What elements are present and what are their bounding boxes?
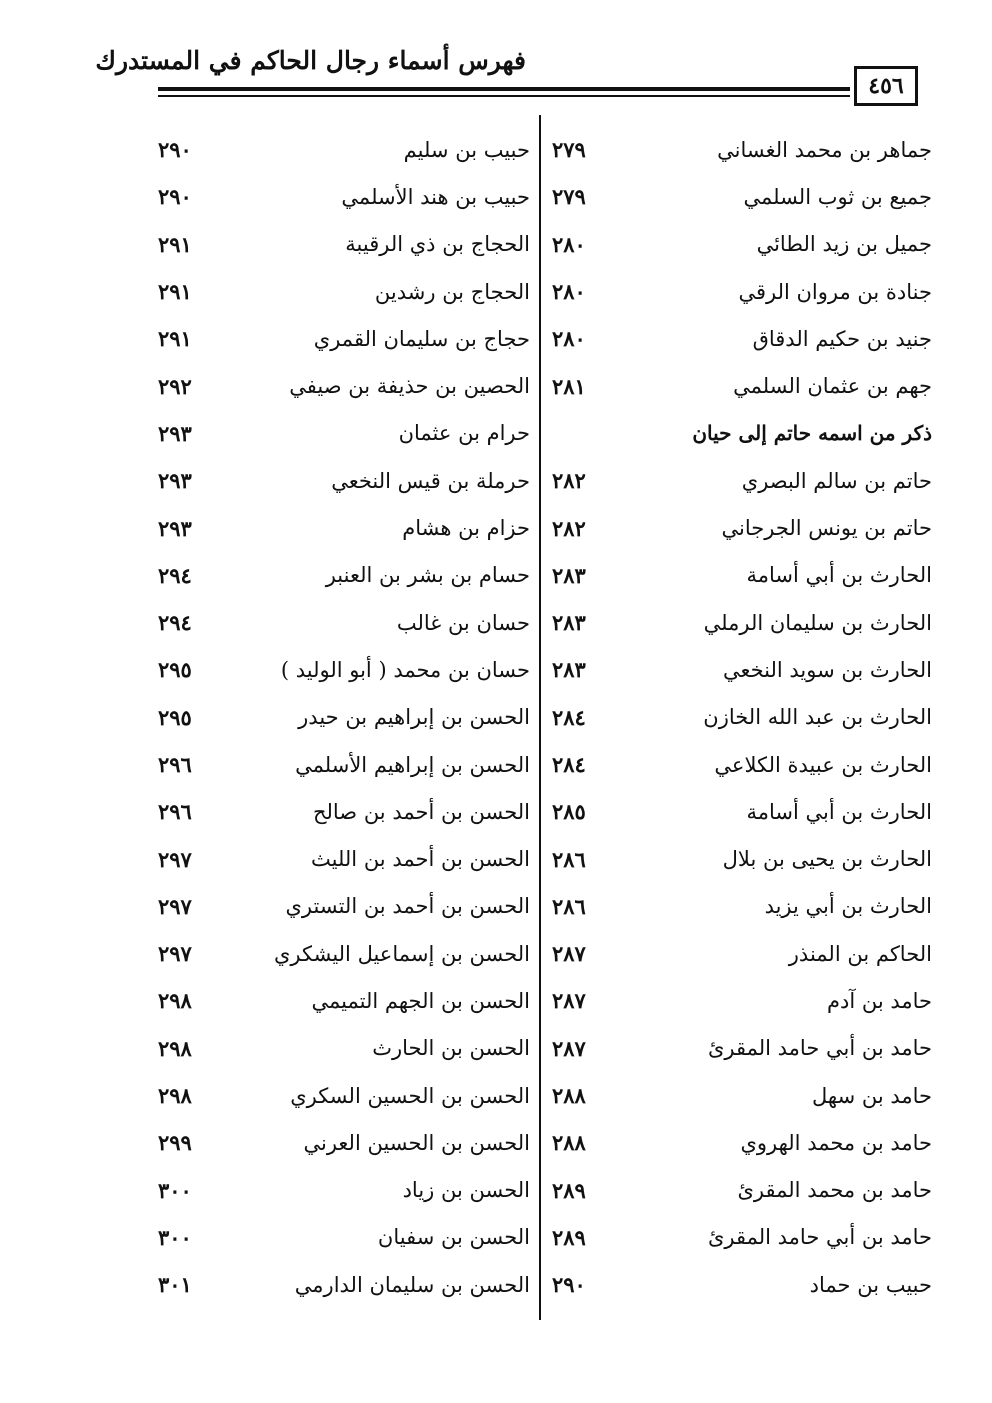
index-entry — [552, 930, 932, 977]
entry-name: حامد بن أبي حامد المقرئ — [707, 1225, 932, 1250]
index-entry — [158, 268, 530, 315]
index-entry — [552, 1072, 932, 1119]
entry-page: ٢٨٧ — [552, 1035, 586, 1061]
entry-name: الحسن بن أحمد بن صالح — [312, 799, 530, 824]
index-entry — [552, 552, 932, 599]
index-entry — [552, 835, 932, 882]
entry-page: ٢٨٦ — [552, 846, 586, 872]
entry-page: ٢٩٣ — [158, 420, 192, 446]
entry-name: حامد بن أبي حامد المقرئ — [707, 1036, 932, 1061]
index-entry — [552, 268, 932, 315]
entry-page: ٢٩٩ — [158, 1130, 192, 1156]
entry-page: ٢٨٧ — [552, 988, 586, 1014]
entry-page: ٢٩١ — [158, 279, 192, 305]
column-divider — [539, 115, 541, 1320]
index-entry — [158, 835, 530, 882]
entry-page: ٢٩٤ — [158, 610, 192, 636]
entry-name: الحاكم بن المنذر — [788, 941, 932, 966]
entry-name: حاتم بن سالم البصري — [741, 468, 932, 493]
entry-name: جماهر بن محمد الغساني — [717, 137, 932, 162]
index-entry — [158, 552, 530, 599]
entry-name: الحسن بن إسماعيل اليشكري — [273, 941, 530, 966]
entry-page: ٢٩١ — [158, 231, 192, 257]
entry-page: ٢٨٤ — [552, 704, 586, 730]
entry-name: الحارث بن أبي يزيد — [764, 894, 932, 919]
entry-name: حامد بن محمد الهروي — [740, 1130, 932, 1155]
index-entry — [158, 788, 530, 835]
entry-page: ٢٨٠ — [552, 279, 586, 305]
entry-name: الحارث بن أبي أسامة — [746, 799, 932, 824]
entry-page: ٢٧٩ — [552, 137, 586, 163]
index-entry — [158, 977, 530, 1024]
entry-name: الحارث بن يحيى بن بلال — [722, 847, 932, 872]
entry-name: الحسن بن الحسين العرني — [303, 1130, 530, 1155]
index-entry — [552, 646, 932, 693]
entry-name: حامد بن محمد المقرئ — [737, 1178, 932, 1203]
entry-page: ٢٨٨ — [552, 1083, 586, 1109]
entry-page: ٢٨٢ — [552, 515, 586, 541]
index-entry — [158, 1214, 530, 1261]
entry-page: ٢٨٩ — [552, 1224, 586, 1250]
entry-name: حبيب بن هند الأسلمي — [341, 184, 530, 209]
index-entry — [552, 977, 932, 1024]
index-entry — [158, 410, 530, 457]
index-entry — [158, 741, 530, 788]
entry-page: ٢٩٢ — [158, 373, 192, 399]
index-entry — [158, 126, 530, 173]
entry-page: ٢٩٠ — [158, 184, 192, 210]
index-entry — [552, 1261, 932, 1308]
entry-page: ٢٨٣ — [552, 562, 586, 588]
index-entry — [158, 221, 530, 268]
index-entry — [158, 1119, 530, 1166]
entry-name: الحارث بن عبد الله الخازن — [703, 705, 932, 730]
entry-page: ٣٠٠ — [158, 1177, 192, 1203]
index-entry — [158, 1261, 530, 1308]
entry-page: ٢٩٧ — [158, 846, 192, 872]
entry-name: الحارث بن أبي أسامة — [746, 563, 932, 588]
index-entry — [552, 173, 932, 220]
entry-page: ٢٩٣ — [158, 515, 192, 541]
index-entry — [158, 1072, 530, 1119]
index-entry — [158, 883, 530, 930]
entry-page: ٢٩٠ — [158, 137, 192, 163]
left-index-column — [158, 126, 530, 1308]
header-rule-thick — [158, 87, 850, 91]
index-entry — [158, 930, 530, 977]
entry-name: حامد بن سهل — [811, 1083, 932, 1108]
entry-page: ٢٨٠ — [552, 326, 586, 352]
entry-name: الحارث بن سليمان الرملي — [703, 610, 932, 635]
index-entry — [552, 504, 932, 551]
index-entry — [158, 694, 530, 741]
index-entry — [552, 694, 932, 741]
entry-page: ٢٩٦ — [158, 752, 192, 777]
index-entry — [552, 1167, 932, 1214]
index-entry — [552, 126, 932, 173]
entry-page: ٢٩٧ — [158, 893, 192, 919]
entry-page: ٢٩٧ — [158, 941, 192, 967]
entry-page: ٣٠٠ — [158, 1224, 192, 1250]
index-entry — [552, 788, 932, 835]
index-entry — [158, 362, 530, 409]
entry-name: حجاج بن سليمان القمري — [313, 326, 530, 351]
entry-page: ٢٨٢ — [552, 468, 586, 494]
index-entry — [552, 741, 932, 788]
entry-page: ٢٩٥ — [158, 704, 192, 730]
entry-name: الحسن بن سليمان الدارمي — [294, 1272, 530, 1297]
index-entry — [158, 457, 530, 504]
entry-name: الحسن بن إبراهيم الأسلمي — [295, 752, 530, 777]
entry-page: ٢٩٤ — [158, 562, 192, 588]
entry-page: ٢٩٣ — [158, 468, 192, 494]
entry-name: حرملة بن قيس النخعي — [331, 468, 530, 493]
entry-page: ٢٨٤ — [552, 752, 586, 777]
entry-page: ٢٨٠ — [552, 231, 586, 257]
index-entry — [552, 1119, 932, 1166]
entry-name: الحجاج بن رشدين — [374, 279, 530, 304]
page-title: فهرس أسماء رجال الحاكم في المستدرك — [95, 46, 526, 75]
entry-page: ٢٩٥ — [158, 657, 192, 683]
index-entry — [158, 173, 530, 220]
entry-page: ٢٩٠ — [552, 1272, 586, 1298]
entry-name: حزام بن هشام — [402, 516, 530, 541]
entry-page: ٢٨٨ — [552, 1130, 586, 1156]
entry-page: ٢٩٨ — [158, 1083, 192, 1109]
index-entry — [552, 362, 932, 409]
entry-name: حبيب بن حماد — [809, 1272, 932, 1297]
entry-page: ٢٨٧ — [552, 941, 586, 967]
entry-name: حامد بن آدم — [826, 988, 932, 1013]
index-entry — [158, 646, 530, 693]
index-entry — [158, 599, 530, 646]
entry-page: ٢٩٦ — [158, 799, 192, 825]
index-entry — [552, 599, 932, 646]
entry-name: الحسن بن أحمد بن الليث — [311, 847, 530, 872]
page-number-box: ٤٥٦ — [854, 66, 918, 106]
entry-name: حسام بن بشر بن العنبر — [325, 563, 530, 588]
entry-name: الحارث بن سويد النخعي — [722, 657, 932, 682]
entry-name: الحارث بن عبيدة الكلاعي — [714, 752, 932, 777]
entry-page: ٢٨٥ — [552, 799, 586, 825]
entry-name: حسان بن غالب — [396, 610, 530, 635]
entry-name: الحسن بن الحارث — [372, 1036, 530, 1061]
section-heading-text: ذكر من اسمه حاتم إلى حيان — [692, 421, 932, 446]
entry-name: جنيد بن حكيم الدقاق — [752, 326, 932, 351]
entry-name: حسان بن محمد ( أبو الوليد ) — [280, 657, 530, 682]
entry-name: حاتم بن يونس الجرجاني — [721, 516, 932, 541]
entry-page: ٢٨١ — [552, 373, 586, 399]
entry-page: ٣٠١ — [158, 1272, 192, 1298]
entry-name: حبيب بن سليم — [403, 137, 530, 162]
entry-page: ٢٩٨ — [158, 1035, 192, 1061]
index-entry — [552, 1214, 932, 1261]
entry-page: ٢٧٩ — [552, 184, 586, 210]
entry-page: ٢٨٣ — [552, 657, 586, 683]
entry-name: جنادة بن مروان الرقي — [738, 279, 932, 304]
entry-page: ٢٩١ — [158, 326, 192, 352]
index-entry — [158, 504, 530, 551]
entry-page: ٢٨٣ — [552, 610, 586, 636]
entry-name: الحسن بن إبراهيم بن حيدر — [298, 705, 530, 730]
entry-page: ٢٩٨ — [158, 988, 192, 1014]
entry-page: ٢٨٩ — [552, 1177, 586, 1203]
entry-name: جهم بن عثمان السلمي — [733, 374, 932, 399]
index-entry — [552, 883, 932, 930]
right-index-column — [552, 126, 932, 1308]
entry-name: الحسن بن سفيان — [377, 1225, 530, 1250]
index-entry — [552, 457, 932, 504]
entry-name: الحسن بن أحمد بن التستري — [285, 894, 530, 919]
entry-name: الحجاج بن ذي الرقيبة — [345, 232, 530, 257]
entry-name: الحسن بن الجهم التميمي — [311, 988, 530, 1013]
entry-name: الحسن بن الحسين السكري — [290, 1083, 530, 1108]
page-header — [95, 38, 926, 108]
index-entry — [552, 315, 932, 362]
entry-page: ٢٨٦ — [552, 893, 586, 919]
entry-name: جميل بن زيد الطائي — [756, 232, 932, 257]
index-entry — [158, 315, 530, 362]
header-rule-thin — [158, 95, 850, 97]
index-entry — [158, 1167, 530, 1214]
index-entry — [158, 1025, 530, 1072]
section-heading — [552, 410, 932, 457]
index-entry — [552, 221, 932, 268]
entry-name: حرام بن عثمان — [398, 421, 530, 446]
entry-name: جميع بن ثوب السلمي — [743, 184, 932, 209]
entry-name: الحسن بن زياد — [402, 1178, 530, 1203]
entry-name: الحصين بن حذيفة بن صيفي — [289, 374, 530, 399]
index-entry — [552, 1025, 932, 1072]
